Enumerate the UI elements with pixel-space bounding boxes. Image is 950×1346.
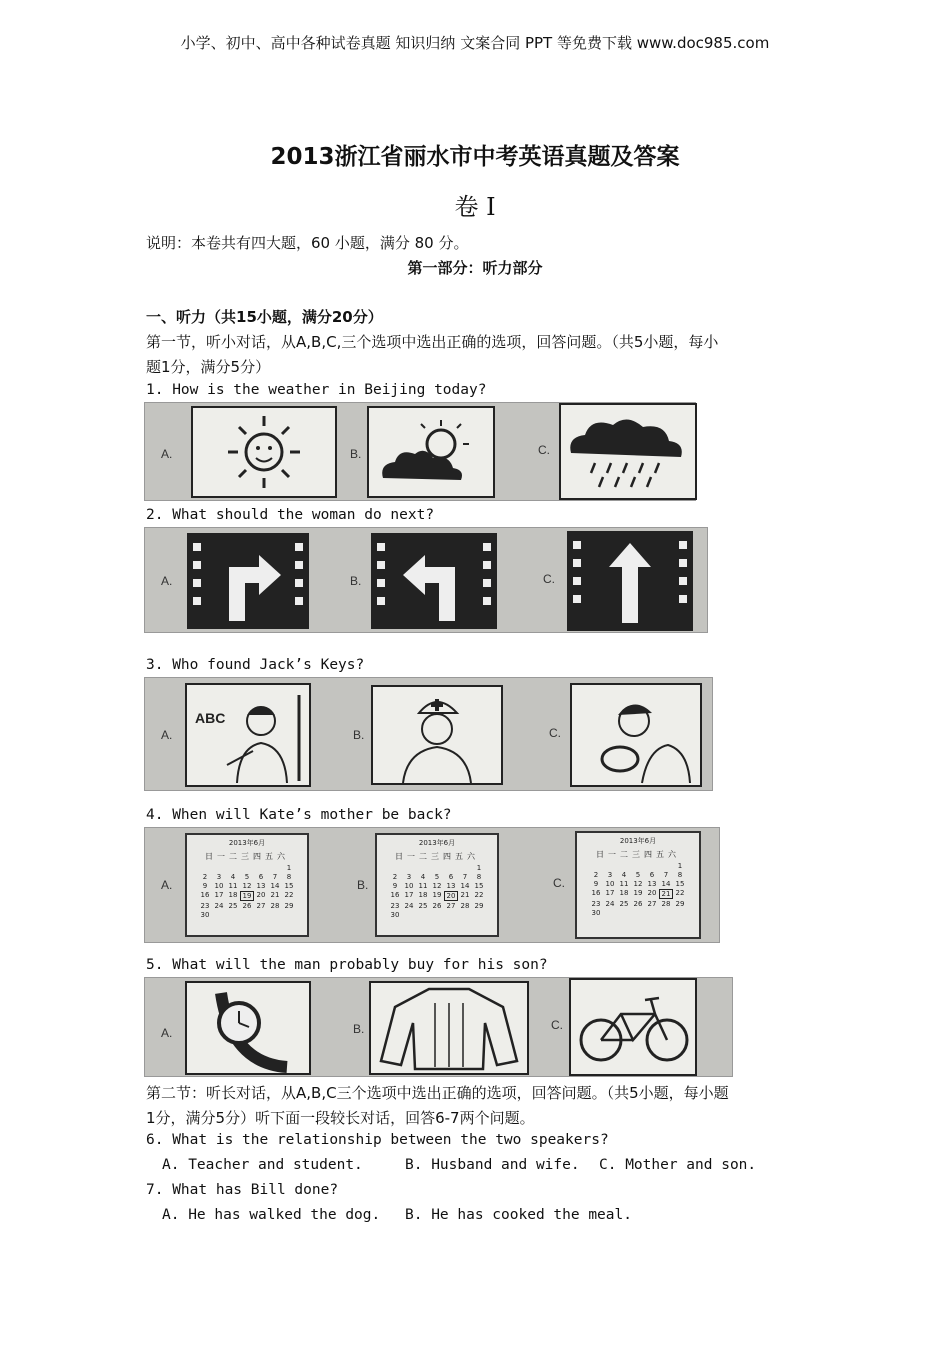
q5-picture-strip (144, 977, 733, 1077)
calendar-day: 4 (420, 873, 426, 881)
calendar-day: 12 (633, 880, 643, 888)
calendar-day: 24 (404, 902, 414, 910)
calendar-day (631, 909, 645, 917)
calendar-day: 17 (605, 889, 615, 897)
calendar-day (212, 911, 226, 919)
section1-intro-line2: 题1分，满分5分） (146, 358, 271, 376)
option-a-label: A. (161, 878, 173, 892)
calendar-day: 25 (619, 900, 629, 908)
calendar-day (472, 911, 486, 919)
calendar-day: 4 (621, 871, 627, 879)
option-b-label: B. (357, 878, 369, 892)
calendar-day (444, 911, 458, 919)
calendar-day: 14 (460, 882, 470, 890)
calendar-day: 9 (202, 882, 208, 890)
q1-picture-strip (144, 402, 696, 501)
option-c-label: C. (553, 876, 565, 890)
calendar-day: 5 (635, 871, 641, 879)
calendar-day (212, 864, 226, 872)
calendar-day: 27 (647, 900, 657, 908)
calendar-day (240, 911, 254, 919)
question-6: 6. What is the relationship between the two speakers? (146, 1132, 609, 1148)
calendar-day (402, 911, 416, 919)
option-c-label: C. (549, 726, 561, 740)
calendar-days (577, 862, 699, 917)
calendar-day: 28 (661, 900, 671, 908)
calendar-day: 3 (607, 871, 613, 879)
go-straight-arrow-icon (567, 531, 693, 631)
calendar-day (416, 911, 430, 919)
teacher-icon (185, 683, 311, 787)
calendar-june-20 (375, 833, 499, 937)
calendar-weekdays: 日一二三四五六 (395, 852, 479, 861)
calendar-day: 24 (214, 902, 224, 910)
q2-picture-strip (144, 527, 708, 633)
calendar-day (430, 864, 444, 872)
calendar-day: 9 (392, 882, 398, 890)
section2-intro-line2: 1分，满分5分）听下面一段较长对话，回答6-7两个问题。 (146, 1109, 535, 1127)
calendar-day: 5 (244, 873, 250, 881)
calendar-day: 29 (675, 900, 685, 908)
calendar-day (659, 909, 673, 917)
turn-right-arrow-icon (187, 533, 309, 629)
calendar-day (659, 862, 673, 870)
part-heading: 第一部分：听力部分 (407, 259, 543, 277)
calendar-day: 2 (202, 873, 208, 881)
calendar-day: 15 (284, 882, 294, 890)
calendar-day (645, 909, 659, 917)
calendar-day: 13 (256, 882, 266, 890)
calendar-day: 10 (605, 880, 615, 888)
calendar-day: 23 (591, 900, 601, 908)
question-4: 4. When will Kate’s mother be back? (146, 807, 452, 823)
option-c-label: C. (551, 1018, 563, 1032)
calendar-day: 16 (591, 889, 601, 897)
question-5: 5. What will the man probably buy for his son? (146, 957, 548, 973)
calendar-day: 5 (434, 873, 440, 881)
calendar-day (603, 909, 617, 917)
calendar-day: 17 (214, 891, 224, 899)
calendar-day: 10 (404, 882, 414, 890)
calendar-day (444, 864, 458, 872)
calendar-day: 26 (432, 902, 442, 910)
calendar-day (388, 864, 402, 872)
calendar-day: 15 (474, 882, 484, 890)
q3-picture-strip (144, 677, 713, 791)
calendar-day (617, 862, 631, 870)
calendar-day: 2 (392, 873, 398, 881)
calendar-day: 7 (272, 873, 278, 881)
section2-intro-line1: 第二节：听长对话，从A,B,C三个选项中选出正确的选项，回答问题。（共5小题，每小题 (146, 1084, 729, 1102)
calendar-day: 11 (418, 882, 428, 890)
calendar-day: 21 (270, 891, 280, 899)
calendar-weekdays: 日一二三四五六 (205, 852, 289, 861)
calendar-day: 14 (270, 882, 280, 890)
option-a-label: A. (161, 1026, 173, 1040)
calendar-day (268, 911, 282, 919)
calendar-day: 7 (663, 871, 669, 879)
calendar-day: 16 (390, 891, 400, 899)
calendar-day: 8 (286, 873, 292, 881)
turn-left-arrow-icon (371, 533, 497, 629)
calendar-day (589, 862, 603, 870)
calendar-day: 18 (619, 889, 629, 897)
page-header: 小学、初中、高中各种试卷真题 知识归纳 文案合同 PPT 等免费下载 www.doc985.com (180, 34, 770, 52)
calendar-day: 7 (462, 873, 468, 881)
calendar-day: 30 (390, 911, 400, 919)
calendar-day (226, 911, 240, 919)
calendar-day: 4 (230, 873, 236, 881)
calendar-day (458, 864, 472, 872)
calendar-day: 19 (240, 891, 254, 901)
calendar-day (402, 864, 416, 872)
calendar-weekdays: 日一二三四五六 (596, 850, 680, 859)
calendar-day: 8 (476, 873, 482, 881)
calendar-day: 20 (647, 889, 657, 897)
option-b-label: B. (353, 728, 365, 742)
calendar-day: 26 (242, 902, 252, 910)
calendar-june-21 (575, 831, 701, 939)
calendar-day: 12 (432, 882, 442, 890)
calendar-day: 8 (677, 871, 683, 879)
calendar-day: 3 (406, 873, 412, 881)
calendar-day: 20 (256, 891, 266, 899)
partly-cloudy-icon (367, 406, 495, 498)
calendar-day: 2 (593, 871, 599, 879)
calendar-day: 11 (228, 882, 238, 890)
calendar-day: 28 (460, 902, 470, 910)
sunny-icon (191, 406, 337, 498)
calendar-day: 18 (228, 891, 238, 899)
calendar-day: 1 (286, 864, 292, 872)
calendar-day (240, 864, 254, 872)
calendar-day (198, 864, 212, 872)
calendar-day: 13 (446, 882, 456, 890)
calendar-day: 6 (649, 871, 655, 879)
volume-title: 卷 I (454, 193, 496, 221)
calendar-day (226, 864, 240, 872)
calendar-day: 17 (404, 891, 414, 899)
calendar-day: 23 (390, 902, 400, 910)
calendar-day: 12 (242, 882, 252, 890)
option-b-label: B. (353, 1022, 365, 1036)
calendar-day: 21 (659, 889, 673, 899)
calendar-day: 20 (444, 891, 458, 901)
page-title: 2013浙江省丽水市中考英语真题及答案 (270, 144, 680, 170)
section1-intro-line1: 第一节，听小对话，从A,B,C,三个选项中选出正确的选项，回答问题。（共5小题，每小 (146, 333, 719, 351)
calendar-day: 26 (633, 900, 643, 908)
sign-text: ABC (195, 710, 226, 726)
calendar-day: 29 (474, 902, 484, 910)
calendar-day: 1 (476, 864, 482, 872)
calendar-days (187, 864, 307, 919)
sweater-icon (369, 981, 529, 1075)
calendar-day (268, 864, 282, 872)
calendar-day: 30 (200, 911, 210, 919)
calendar-day (458, 911, 472, 919)
calendar-day: 22 (284, 891, 294, 899)
calendar-day: 6 (258, 873, 264, 881)
calendar-day (645, 862, 659, 870)
calendar-month: 2013年6月 (228, 839, 266, 847)
calendar-day: 30 (591, 909, 601, 917)
option-c-label: C. (543, 572, 555, 586)
option-b-label: B. (350, 447, 362, 461)
calendar-day: 22 (675, 889, 685, 897)
calendar-day: 22 (474, 891, 484, 899)
option-a-label: A. (161, 574, 173, 588)
option-b-label: B. (350, 574, 362, 588)
calendar-day: 29 (284, 902, 294, 910)
calendar-day: 13 (647, 880, 657, 888)
calendar-day (254, 864, 268, 872)
calendar-day (673, 909, 687, 917)
calendar-day: 9 (593, 880, 599, 888)
calendar-day: 19 (432, 891, 442, 899)
question-7: 7. What has Bill done? (146, 1182, 339, 1198)
watch-icon (185, 981, 311, 1075)
calendar-day: 18 (418, 891, 428, 899)
calendar-day (254, 911, 268, 919)
question-1: 1. How is the weather in Beijing today? (146, 382, 487, 398)
calendar-day (631, 862, 645, 870)
nurse-icon (371, 685, 503, 785)
calendar-day: 14 (661, 880, 671, 888)
q6-option-c: C. Mother and son. (599, 1157, 757, 1173)
section1-heading: 一、听力（共15小题，满分20分） (146, 308, 383, 326)
q7-option-b: B. He has cooked the meal. (405, 1207, 632, 1223)
calendar-day: 24 (605, 900, 615, 908)
driver-icon (570, 683, 702, 787)
option-a-label: A. (161, 728, 173, 742)
q4-picture-strip (144, 827, 720, 943)
calendar-day (416, 864, 430, 872)
calendar-day: 27 (446, 902, 456, 910)
calendar-june-19 (185, 833, 309, 937)
calendar-month: 2013年6月 (418, 839, 456, 847)
calendar-day: 27 (256, 902, 266, 910)
question-3: 3. Who found Jack’s Keys? (146, 657, 365, 673)
calendar-day: 3 (216, 873, 222, 881)
exam-note: 说明：本卷共有四大题，60 小题，满分 80 分。 (146, 234, 469, 252)
q7-option-a: A. He has walked the dog. (162, 1207, 381, 1223)
calendar-day: 25 (228, 902, 238, 910)
calendar-day: 1 (677, 862, 683, 870)
question-2: 2. What should the woman do next? (146, 507, 435, 523)
calendar-day (430, 911, 444, 919)
calendar-day: 10 (214, 882, 224, 890)
calendar-day (282, 911, 296, 919)
calendar-day: 23 (200, 902, 210, 910)
calendar-day: 15 (675, 880, 685, 888)
calendar-day: 6 (448, 873, 454, 881)
calendar-day: 16 (200, 891, 210, 899)
calendar-day (603, 862, 617, 870)
calendar-day: 19 (633, 889, 643, 897)
q6-option-b: B. Husband and wife. (405, 1157, 580, 1173)
calendar-day: 11 (619, 880, 629, 888)
calendar-day: 28 (270, 902, 280, 910)
calendar-day (617, 909, 631, 917)
option-c-label: C. (538, 443, 550, 457)
bicycle-icon (569, 978, 697, 1076)
calendar-days (377, 864, 497, 919)
calendar-day: 21 (460, 891, 470, 899)
q6-option-a: A. Teacher and student. (162, 1157, 363, 1173)
calendar-month: 2013年6月 (619, 837, 657, 845)
option-a-label: A. (161, 447, 173, 461)
rainy-icon (559, 403, 697, 500)
calendar-day: 25 (418, 902, 428, 910)
